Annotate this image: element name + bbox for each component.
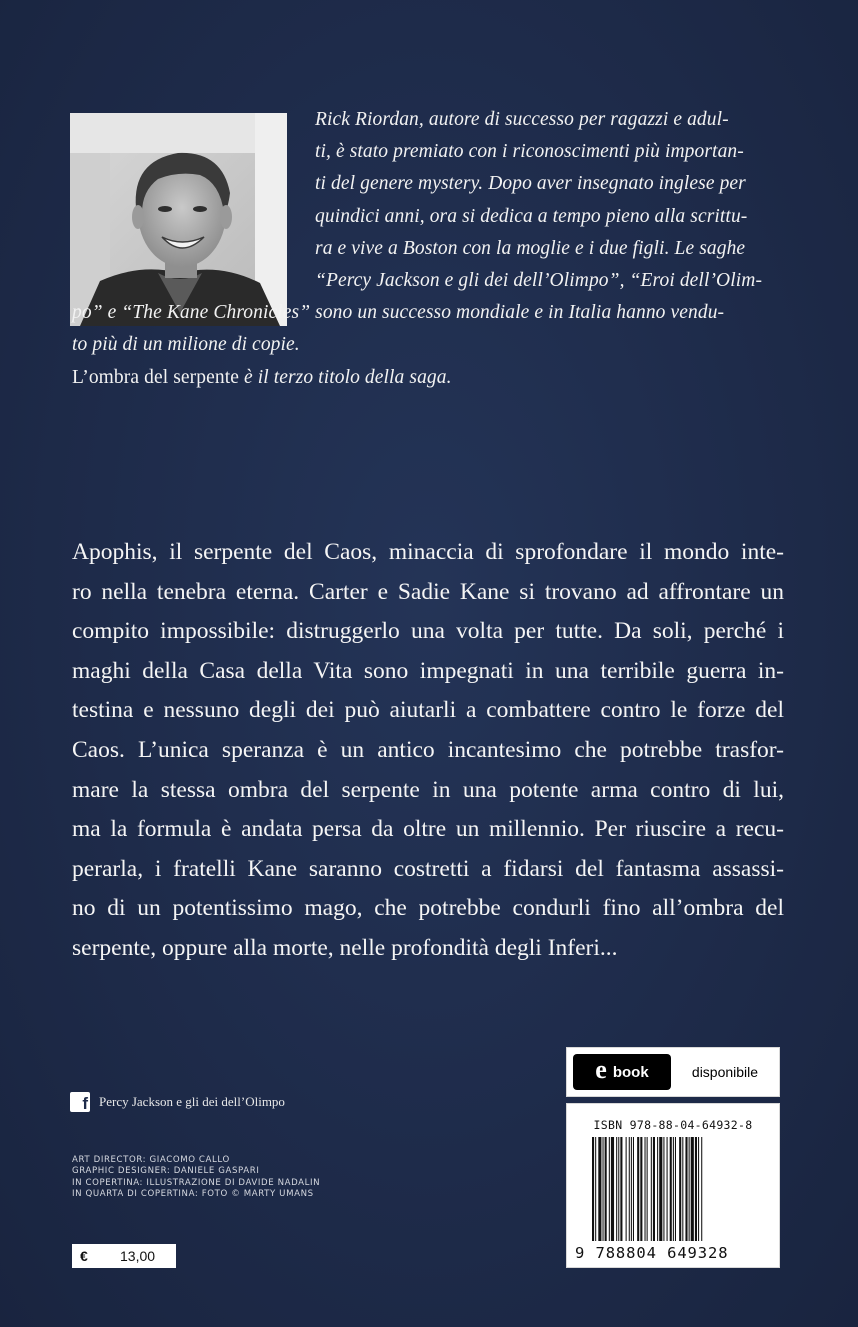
ebook-availability [566,1047,780,1097]
ebook-availability-label: disponibile [691,1064,759,1080]
synopsis [72,533,784,969]
barcode-bar [605,1137,607,1241]
barcode-bars [592,1137,756,1241]
ebook-e-logo: e [595,1055,607,1084]
bio-line: po” e “The Kane Chronicles” sono un successo mondiale e in Italia hanno vendu- [72,302,725,324]
credit-line: ART DIRECTOR: GIACOMO CALLO [72,1155,230,1165]
bio-line: to più di un milione di copie. [72,334,300,356]
synopsis-line: serpente, oppure alla morte, nelle profondità degli Inferi... [72,934,618,961]
barcode-bar [653,1137,655,1241]
synopsis-line: maghi della Casa della Vita sono impegnati in una terribile guerra in- [72,657,784,684]
ebook-badge-label: book [612,1063,649,1081]
barcode-bar [620,1137,622,1241]
barcode-bar [616,1137,617,1241]
synopsis-line: Caos. L’unica speranza è un antico incantesimo che potrebbe trasfor- [72,736,784,763]
barcode-bar [645,1137,646,1241]
facebook-page-label: Percy Jackson e gli dei dell’Olimpo [99,1094,285,1109]
bio-line: ra e vive a Boston con la moglie e i due figli. Le saghe [315,237,746,259]
price-tag [72,1244,176,1268]
currency-symbol: € [80,1248,88,1264]
barcode-bar [685,1137,687,1241]
barcode-bar [637,1137,639,1241]
synopsis-line: compito impossibile: distruggerlo una volta per tutte. Da soli, perché i [72,618,784,645]
bio-line: Rick Riordan, autore di successo per ragazzi e adul- [315,109,729,130]
barcode-bar [670,1137,672,1241]
barcode-bar [663,1137,664,1241]
barcode-bar [640,1137,642,1241]
barcode-bar [673,1137,674,1241]
bio-line: “Percy Jackson e gli dei dell’Olimpo”, “Eroi dell’Olim- [315,269,763,291]
ean-number: 9 788804 649328 [575,1244,729,1262]
barcode-bar [598,1137,601,1241]
synopsis-line: testina e nessuno degli dei può aiutarli a combattere contro le forze del [72,697,784,724]
facebook-icon: f [70,1092,90,1112]
barcode-bar [667,1137,668,1241]
synopsis-line: no di un potentissimo mago, che potrebbe condurli fino all’ombra del [72,895,784,922]
bio-saga-note: è il terzo titolo della saga. [238,366,452,388]
barcode-bar [675,1137,676,1241]
barcode-bar [611,1137,614,1241]
bio-line: ti del genere mystery. Dopo aver insegnato inglese per [315,173,746,195]
barcode-bar [633,1137,634,1241]
bio-last-line [72,362,784,394]
barcode-bar [695,1137,697,1241]
barcode-bar [592,1137,594,1241]
credit-line: IN COPERTINA: ILLUSTRAZIONE DI DAVIDE NADALIN [72,1177,321,1188]
price-amount: 13,00 [120,1248,156,1264]
synopsis-line: Apophis, il serpente del Caos, minaccia di sprofondare il mondo inte- [72,539,784,565]
book-title: L’ombra del serpente [72,366,239,388]
barcode-bar [626,1137,627,1241]
barcode-bar [701,1137,702,1241]
barcode-bar [698,1137,699,1241]
barcode-bar [647,1137,648,1241]
ebook-badge [573,1054,671,1090]
synopsis-line: perarla, i fratelli Kane saranno costretti a fidarsi del fantasma assassi- [72,855,784,882]
barcode-bar [682,1137,683,1241]
barcode-bar [679,1137,681,1241]
bio-line: quindici anni, ora si dedica a tempo pieno alla scrittu- [315,205,748,227]
barcode-bar [691,1137,694,1241]
bio-line: ti, è stato premiato con i riconoscimenti più importan- [315,141,744,163]
barcode-bar [651,1137,652,1241]
barcode-bar [603,1137,604,1241]
barcode-bar [659,1137,662,1241]
credit-line: IN QUARTA DI COPERTINA: FOTO © MARTY UMANS [72,1188,314,1199]
barcode-bar [689,1137,690,1241]
barcode-bar [595,1137,596,1241]
synopsis-line: mare la stessa ombra del serpente in una potente arma contro di lui, [72,776,784,803]
synopsis-line: ro nella tenebra eterna. Carter e Sadie Kane si trovano ad affrontare un [72,578,784,605]
isbn-barcode [566,1103,780,1268]
isbn-label: ISBN 978-88-04-64932-8 [593,1118,753,1132]
barcode-bar [657,1137,658,1241]
barcode-bar [609,1137,610,1241]
barcode-bar [629,1137,630,1241]
credit-line: GRAPHIC DESIGNER: DANIELE GASPARI [72,1166,260,1177]
facebook-page-link [70,1091,285,1113]
author-bio [72,104,784,394]
barcode-bar [618,1137,619,1241]
synopsis-line: ma la formula è andata persa da oltre un millennio. Per riuscire a recu- [72,816,784,843]
barcode-bar [631,1137,632,1241]
credits [72,1155,320,1200]
